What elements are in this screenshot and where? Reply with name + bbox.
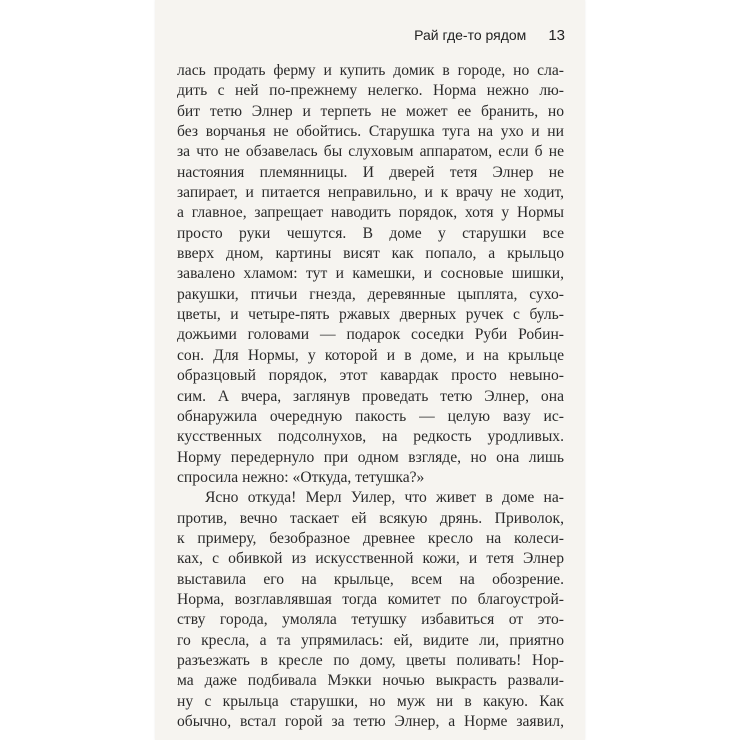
body-text xyxy=(177,61,564,732)
text-line: против, вечно таскает ей всякую дрянь. Приволок, xyxy=(177,509,564,527)
running-title: Рай где-то рядом xyxy=(414,27,527,43)
page-number: 13 xyxy=(548,27,565,44)
text-line: без ворчанья не обойтись. Старушка туга на ухо и ни xyxy=(177,123,564,141)
text-line: кусственных подсолнухов, на редкость уродливых. xyxy=(177,428,564,446)
text-line: запирает, и питается неправильно, и к врачу не ходит, xyxy=(177,184,564,202)
text-line: дить с ней по-прежнему нелегко. Норма нежно лю- xyxy=(177,82,564,100)
running-header xyxy=(155,27,565,44)
book-page xyxy=(155,0,585,740)
text-line: Норма, возглавлявшая тогда комитет по благоустрой- xyxy=(177,590,564,608)
text-line: выставила его на крыльце, всем на обозрение. xyxy=(177,570,564,588)
text-line: обнаружила очередную пакость — целую вазу ис- xyxy=(177,407,564,425)
text-line: а главное, запрещает наводить порядок, хотя у Нормы xyxy=(177,204,564,222)
text-line: ну с крыльца старушки, но муж ни в какую. Как xyxy=(177,692,564,710)
text-line: сон. Для Нормы, у которой и в доме, и на крыльце xyxy=(177,346,564,364)
text-line: образцовый порядок, этот кавардак просто невыно- xyxy=(177,367,564,385)
text-line: сим. А вчера, заглянув проведать тетю Элнер, она xyxy=(177,387,564,405)
text-line: к примеру, безобразное древнее кресло на колеси- xyxy=(177,529,564,547)
text-line: за что не обзавелась бы слуховым аппаратом, если б не xyxy=(177,143,564,161)
text-line: разъезжать в кресле по дому, цветы поливать! Нор- xyxy=(177,651,564,669)
text-line: ма даже подбивала Мэкки ночью выкрасть развали- xyxy=(177,672,564,690)
text-line: завалено хламом: тут и камешки, и сосновые шишки, xyxy=(177,265,564,283)
text-line: просто руки чешутся. В доме у старушки все xyxy=(177,224,564,242)
text-line: ракушки, птичьи гнезда, деревянные цыплята, сухо- xyxy=(177,285,564,303)
text-line: ству города, умоляла тетушку избавиться от это- xyxy=(177,611,564,629)
text-line: цветы, и четыре-пять ржавых дверных ручек с буль- xyxy=(177,306,564,324)
text-line: вверх дном, картины висят как попало, а крыльцо xyxy=(177,245,564,263)
text-line: ках, с обивкой из искусственной кожи, и тетя Элнер xyxy=(177,550,564,568)
text-line: Ясно откуда! Мерл Уилер, что живет в доме на- xyxy=(205,489,564,507)
text-line: го кресла, а та упрямилась: ей, видите ли, приятно xyxy=(177,631,564,649)
text-line: Норму передернуло при одном взгляде, но она лишь xyxy=(177,448,564,466)
text-line: бит тетю Элнер и терпеть не может ее бранить, но xyxy=(177,102,564,120)
text-line: спросила нежно: «Откуда, тетушка?» xyxy=(177,468,425,486)
text-line: дожьими головами — подарок соседки Руби Робин- xyxy=(177,326,564,344)
text-line: лась продать ферму и купить домик в городе, но сла- xyxy=(177,62,564,79)
text-line: настояния племянницы. И дверей тетя Элнер не xyxy=(177,163,564,181)
text-line: обычно, встал горой за тетю Элнер, а Норме заявил, xyxy=(177,713,564,730)
